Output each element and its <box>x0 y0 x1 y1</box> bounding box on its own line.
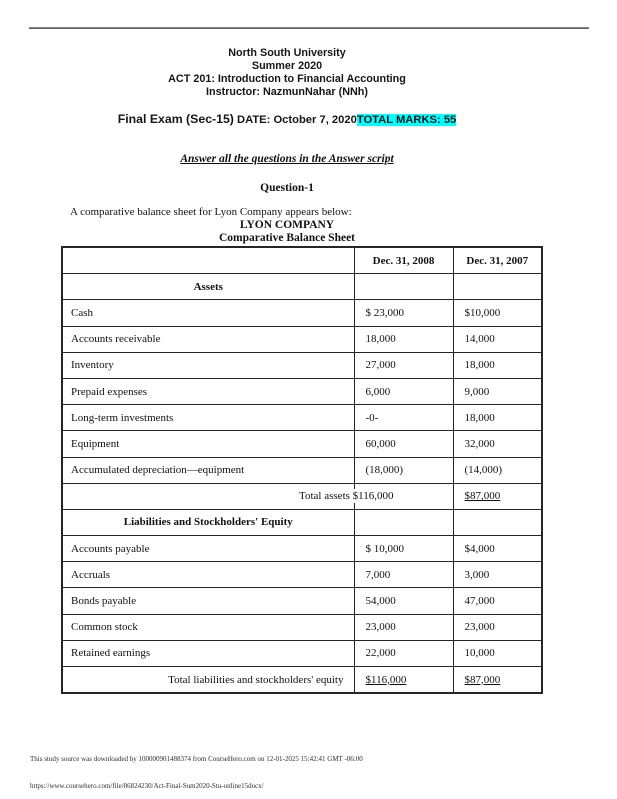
account-row <box>62 614 542 640</box>
row-label-cell: Equipment <box>62 431 354 457</box>
row-label-cell: Common stock <box>62 614 354 640</box>
question-title: Question-1 <box>260 182 314 194</box>
row-label-cell: Total liabilities and stockholders' equity <box>62 667 354 694</box>
value-2007-cell <box>453 509 542 535</box>
value-2008-cell: $116,000 <box>354 667 453 694</box>
account-row <box>62 562 542 588</box>
top-divider-rule <box>29 27 589 29</box>
row-label-cell: Cash <box>62 300 354 326</box>
coursehero-url: https://www.coursehero.com/file/86824230/Act-Final-Sum2020-Stu-online15docx/ <box>30 782 264 790</box>
row-label-cell: Accumulated depreciation—equipment <box>62 457 354 483</box>
total-row <box>62 667 542 694</box>
university-name: North South University <box>228 47 346 59</box>
account-row <box>62 405 542 431</box>
header-col-2007: Dec. 31, 2007 <box>453 247 542 274</box>
value-2008-cell: 7,000 <box>354 562 453 588</box>
value-2007-cell: $87,000 <box>453 483 542 509</box>
header-col-2008: Dec. 31, 2008 <box>354 247 453 274</box>
value-2007-cell: 18,000 <box>453 352 542 378</box>
account-row <box>62 300 542 326</box>
answer-instruction: Answer all the questions in the Answer script <box>180 153 394 165</box>
balance-sheet-title: Comparative Balance Sheet <box>218 232 356 244</box>
section-header-row <box>62 274 542 300</box>
row-label-cell: Accounts payable <box>62 536 354 562</box>
coursehero-download-note: This study source was downloaded by 100000901488374 from CourseHero.com on 12-01-2025 15:42:41 GMT -06:00 <box>30 755 363 763</box>
account-row <box>62 431 542 457</box>
value-2007-cell: $10,000 <box>453 300 542 326</box>
account-row <box>62 640 542 666</box>
value-2007-cell: $87,000 <box>453 667 542 694</box>
row-label-cell: Inventory <box>62 352 354 378</box>
value-2008-cell: 54,000 <box>354 588 453 614</box>
value-2007-cell: 32,000 <box>453 431 542 457</box>
account-row <box>62 536 542 562</box>
value-2008-cell: $ 23,000 <box>354 300 453 326</box>
row-label-cell: Retained earnings <box>62 640 354 666</box>
value-2007-cell: 23,000 <box>453 614 542 640</box>
instructor-label: Instructor: NazmunNahar (NNh) <box>206 85 368 98</box>
course-title: ACT 201: Introduction to Financial Accounting <box>168 72 406 85</box>
row-label-cell: Prepaid expenses <box>62 378 354 404</box>
row-label-cell: Long-term investments <box>62 405 354 431</box>
row-label-cell <box>62 483 394 509</box>
section-header-row <box>62 509 542 535</box>
account-row <box>62 326 542 352</box>
total-marks-highlight: TOTAL MARKS: 55 <box>356 114 457 126</box>
total-row <box>62 483 542 509</box>
value-2007-cell: 9,000 <box>453 378 542 404</box>
value-2008-cell: 6,000 <box>354 378 453 404</box>
value-2008-cell: $ 10,000 <box>354 536 453 562</box>
table-header-row <box>62 247 542 274</box>
row-label-cell: Assets <box>62 274 354 300</box>
term-label: Summer 2020 <box>251 59 323 72</box>
total-assets-label: Total assets $116,000 <box>299 490 394 503</box>
row-label-cell: Accounts receivable <box>62 326 354 352</box>
value-2007-cell <box>453 274 542 300</box>
value-2007-cell: $4,000 <box>453 536 542 562</box>
value-2007-cell: 47,000 <box>453 588 542 614</box>
value-2007-cell: 18,000 <box>453 405 542 431</box>
account-row <box>62 588 542 614</box>
header-empty-cell <box>62 247 354 274</box>
row-label-cell: Accruals <box>62 562 354 588</box>
value-2008-cell: (18,000) <box>354 457 453 483</box>
balance-sheet-table <box>61 246 543 694</box>
value-2008-cell: 27,000 <box>354 352 453 378</box>
value-2008-cell: 60,000 <box>354 431 453 457</box>
company-name: LYON COMPANY <box>239 219 335 231</box>
account-row <box>62 378 542 404</box>
value-2007-cell: 3,000 <box>453 562 542 588</box>
exam-date: DATE: October 7, 2020 <box>233 114 357 126</box>
account-row <box>62 352 542 378</box>
row-label-cell: Bonds payable <box>62 588 354 614</box>
value-2008-cell: 22,000 <box>354 640 453 666</box>
account-row <box>62 457 542 483</box>
value-2008-cell <box>354 509 453 535</box>
exam-info-line <box>29 110 545 128</box>
value-2008-cell <box>354 274 453 300</box>
value-2007-cell: (14,000) <box>453 457 542 483</box>
exam-title: Final Exam (Sec-15) <box>117 112 234 126</box>
table-body <box>62 274 542 694</box>
document-header <box>29 47 545 99</box>
value-2007-cell: 10,000 <box>453 640 542 666</box>
question-intro-text: A comparative balance sheet for Lyon Company appears below: <box>70 206 352 218</box>
value-2008-cell: 23,000 <box>354 614 453 640</box>
value-2008-cell: -0- <box>354 405 453 431</box>
value-2008-cell: 18,000 <box>354 326 453 352</box>
value-2007-cell: 14,000 <box>453 326 542 352</box>
row-label-cell: Liabilities and Stockholders' Equity <box>62 509 354 535</box>
